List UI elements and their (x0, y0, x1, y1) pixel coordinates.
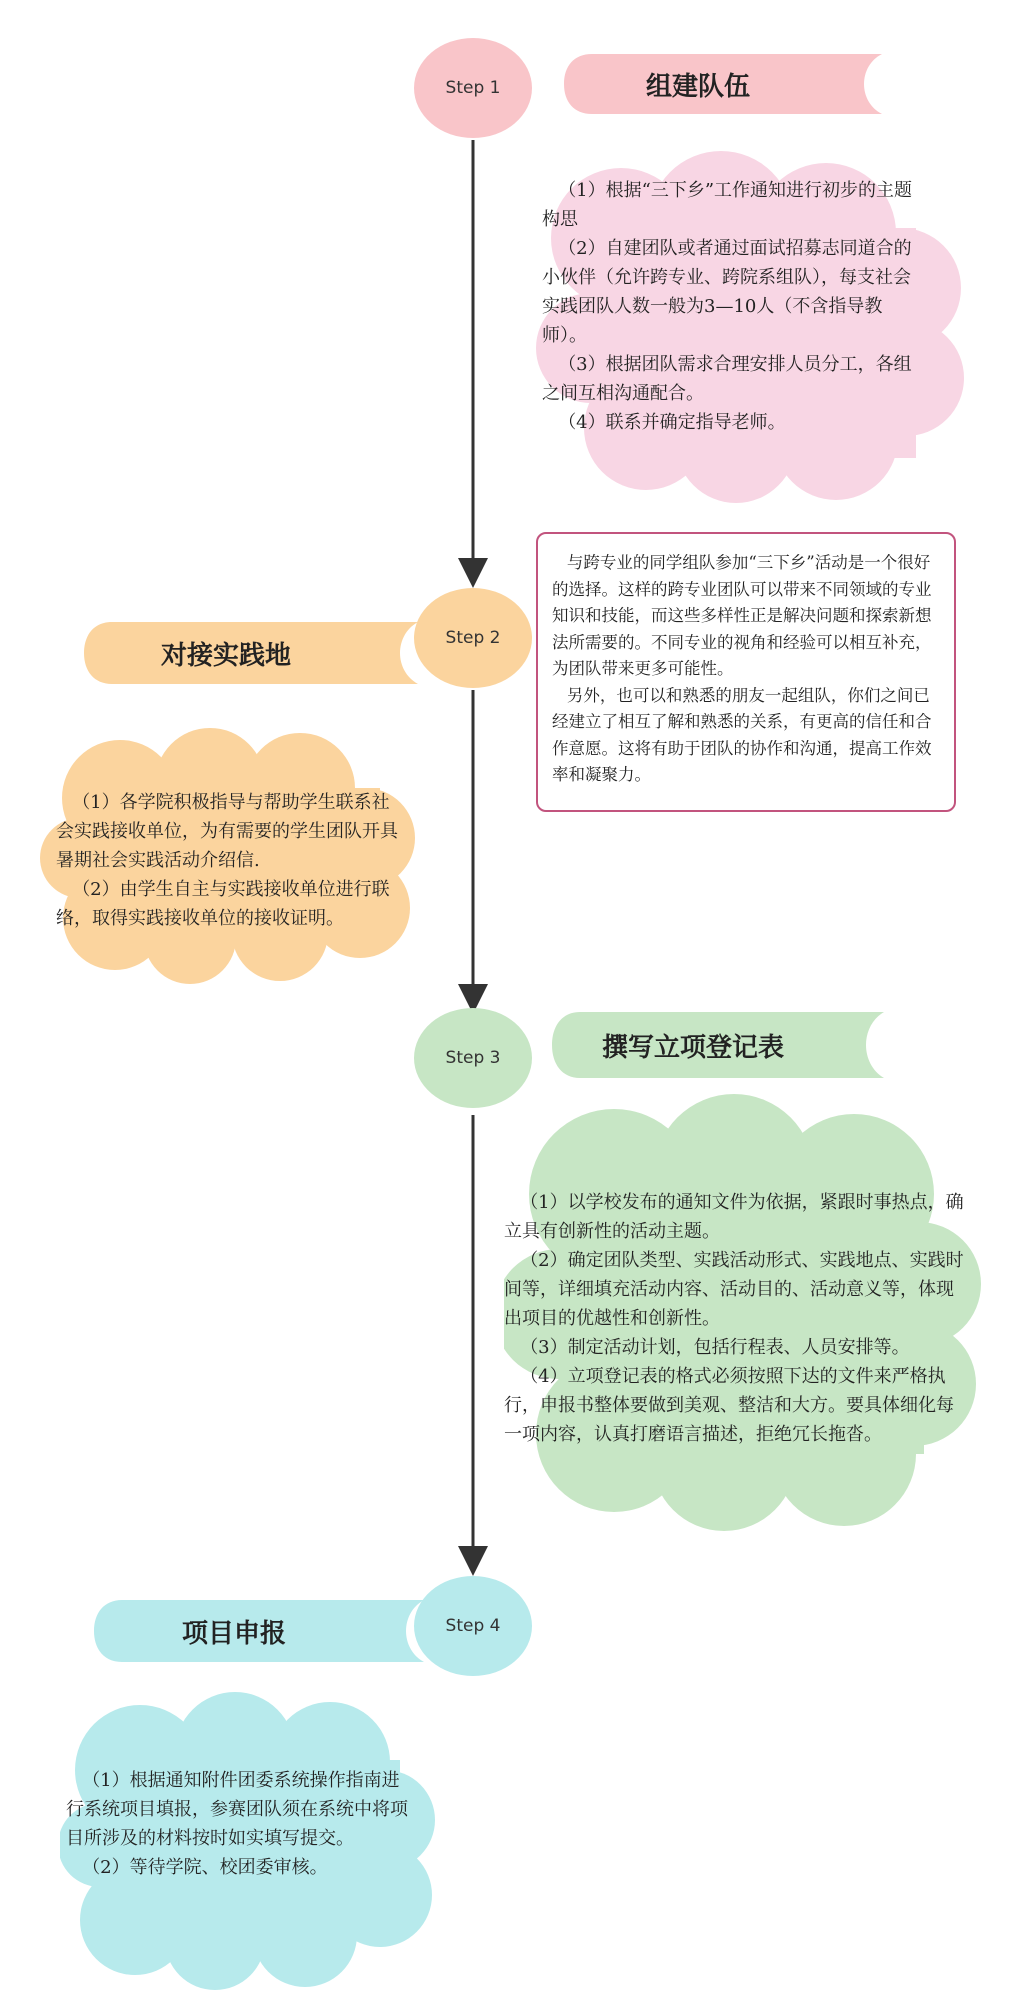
step1-title-banner (562, 52, 884, 116)
step1-circle (414, 38, 532, 138)
note-box (536, 532, 956, 812)
step4-paragraph: （2）等待学院、校团委审核。 (82, 1857, 328, 1878)
step4-paragraph: （1）根据通知附件团委系统操作指南进行系统项目填报，参赛团队须在系统中将项目所涉及的材料按时如实填写提交。 (66, 1770, 408, 1849)
step2-title: 对接实践地 (160, 640, 291, 671)
step3-label: Step 3 (445, 1048, 501, 1068)
step2-circle (414, 588, 532, 688)
step1-paragraph: （3）根据团队需求合理安排人员分工，各组之间互相沟通配合。 (542, 354, 912, 404)
step1-text (542, 176, 922, 437)
step4-text (66, 1766, 412, 1882)
step4-title-banner (92, 1598, 426, 1664)
step3-text (504, 1188, 966, 1449)
step1-label: Step 1 (445, 78, 501, 98)
step2-cloud (40, 728, 418, 984)
note-paragraph: 另外，也可以和熟悉的朋友一起组队，你们之间已经建立了相互了解和熟悉的关系，有更高的信任和合作意愿。这将有助于团队的协作和沟通，提高工作效率和凝聚力。 (552, 685, 932, 784)
step4-circle (414, 1576, 532, 1676)
step4-cloud (60, 1690, 436, 1990)
step3-paragraph: （1）以学校发布的通知文件为依据，紧跟时事热点，确立具有创新性的活动主题。 (504, 1192, 964, 1242)
step4-title: 项目申报 (181, 1618, 286, 1649)
step3-cloud (504, 1094, 984, 1540)
step2-paragraph: （2）由学生自主与实践接收单位进行联络，取得实践接收单位的接收证明。 (56, 879, 390, 929)
step3-title: 撰写立项登记表 (601, 1032, 784, 1063)
step1-cloud (536, 148, 968, 504)
step3-paragraph: （4）立项登记表的格式必须按照下达的文件来严格执行，申报书整体要做到美观、整洁和大方。要具体细化每一项内容，认真打磨语言描述，拒绝冗长拖沓。 (504, 1366, 954, 1445)
step1-title: 组建队伍 (645, 71, 750, 102)
step3-title-banner (550, 1010, 886, 1080)
step1-paragraph: （1）根据“三下乡”工作通知进行初步的主题构思 (542, 180, 913, 230)
step2-paragraph: （1）各学院积极指导与帮助学生联系社会实践接收单位，为有需要的学生团队开具暑期社会实践活动介绍信. (56, 792, 398, 871)
step3-circle (414, 1008, 532, 1108)
step3-paragraph: （3）制定活动计划，包括行程表、人员安排等。 (520, 1337, 910, 1358)
step1-paragraph: （4）联系并确定指导老师。 (558, 412, 786, 433)
step3-paragraph: （2）确定团队类型、实践活动形式、实践地点、实践时间等，详细填充活动内容、活动目的、活动意义等，体现出项目的优越性和创新性。 (504, 1250, 964, 1329)
note-paragraph: 与跨专业的同学组队参加“三下乡”活动是一个很好的选择。这样的跨专业团队可以带来不同领域的专业知识和技能，而这些多样性正是解决问题和探索新想法所需要的。不同专业的视角和经验可以相互补充，为团队带来更多可能性。 (552, 553, 932, 678)
step2-title-banner (82, 620, 420, 686)
step4-label: Step 4 (445, 1616, 501, 1636)
step2-text (56, 788, 406, 933)
step1-paragraph: （2）自建团队或者通过面试招募志同道合的小伙伴（允许跨专业、跨院系组队），每支社会实践团队人数一般为3—10人（不含指导教师）。 (542, 238, 912, 346)
step2-label: Step 2 (445, 628, 501, 648)
